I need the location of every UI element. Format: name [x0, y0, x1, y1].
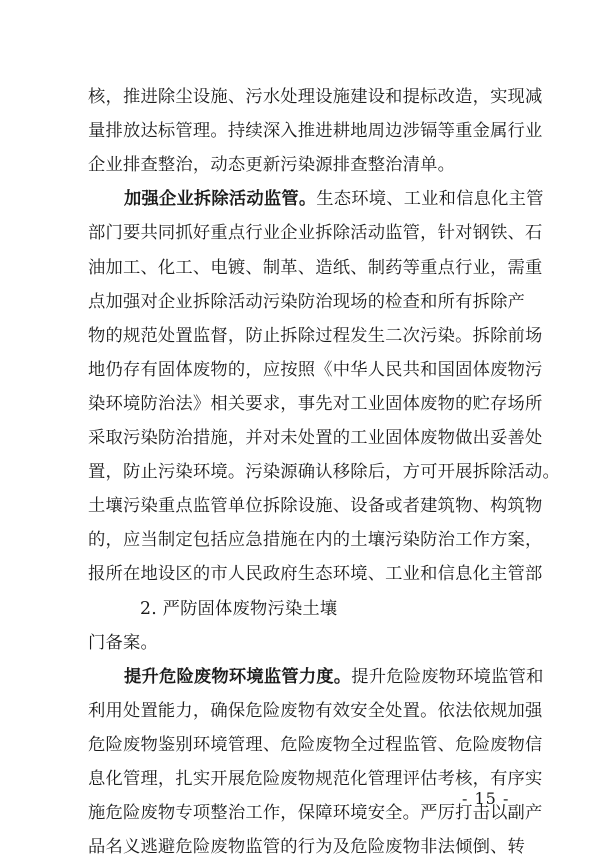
paragraph-line: 危险废物鉴别环境管理、危险废物全过程监管、危险废物信	[88, 734, 543, 755]
paragraph-line: 点加强对企业拆除活动污染防治现场的检查和所有拆除产	[88, 291, 526, 312]
paragraph-line: 息化管理，扎实开展危险废物规范化管理评估考核，有序实	[88, 769, 543, 789]
section-heading: 2. 严防固体废物污染土壤	[140, 598, 338, 619]
paragraph-line: 利用处置能力，确保危险废物有效安全处置。依法依规加强	[88, 700, 543, 721]
paragraph-lead: 加强企业拆除活动监管。	[124, 189, 317, 210]
paragraph-line: 品名义逃避危险废物监管的行为及危险废物非法倾倒、转	[88, 837, 526, 858]
paragraph-line: 地仍存有固体废物的，应按照《中华人民共和国固体废物污	[88, 359, 543, 380]
paragraph-text: 提升危险废物环境监管和	[351, 666, 544, 687]
page-number: - 15 -	[462, 789, 510, 808]
paragraph-line: 染环境防治法》相关要求，事先对工业固体废物的贮存场所	[88, 393, 543, 414]
paragraph-line: 施危险废物专项整治工作，保障环境安全。严厉打击以副产	[88, 803, 543, 824]
paragraph-line: 油加工、化工、电镀、制革、造纸、制药等重点行业，需重	[88, 257, 543, 278]
paragraph-line: 部门要共同抓好重点行业企业拆除活动监管，针对钢铁、石	[88, 223, 543, 244]
paragraph-line: 采取污染防治措施，并对未处置的工业固体废物做出妥善处	[88, 428, 543, 448]
paragraph-line: 置，防止污染环境。污染源确认移除后，方可开展拆除活动。	[88, 462, 560, 483]
paragraph-line: 核，推进除尘设施、污水处理设施建设和提标改造，实现减	[88, 87, 543, 107]
paragraph-first-line	[124, 660, 544, 694]
paragraph-line: 报所在地设区的市人民政府生态环境、工业和信息化主管部	[88, 564, 543, 585]
paragraph-line: 的，应当制定包括应急措施在内的土壤污染防治工作方案，	[88, 530, 543, 551]
paragraph-line: 门备案。	[88, 632, 158, 653]
paragraph-line: 土壤污染重点监管单位拆除设施、设备或者建筑物、构筑物	[88, 496, 543, 517]
paragraph-text: 生态环境、工业和信息化主管	[316, 189, 544, 210]
paragraph-line: 量排放达标管理。持续深入推进耕地周边涉镉等重金属行业	[88, 121, 543, 142]
paragraph-line: 物的规范处置监督，防止拆除过程发生二次污染。拆除前场	[88, 325, 543, 346]
paragraph-line: 企业排查整治，动态更新污染源排查整治清单。	[88, 155, 456, 176]
paragraph-first-line	[124, 182, 544, 216]
paragraph-lead: 提升危险废物环境监管力度。	[124, 666, 352, 687]
